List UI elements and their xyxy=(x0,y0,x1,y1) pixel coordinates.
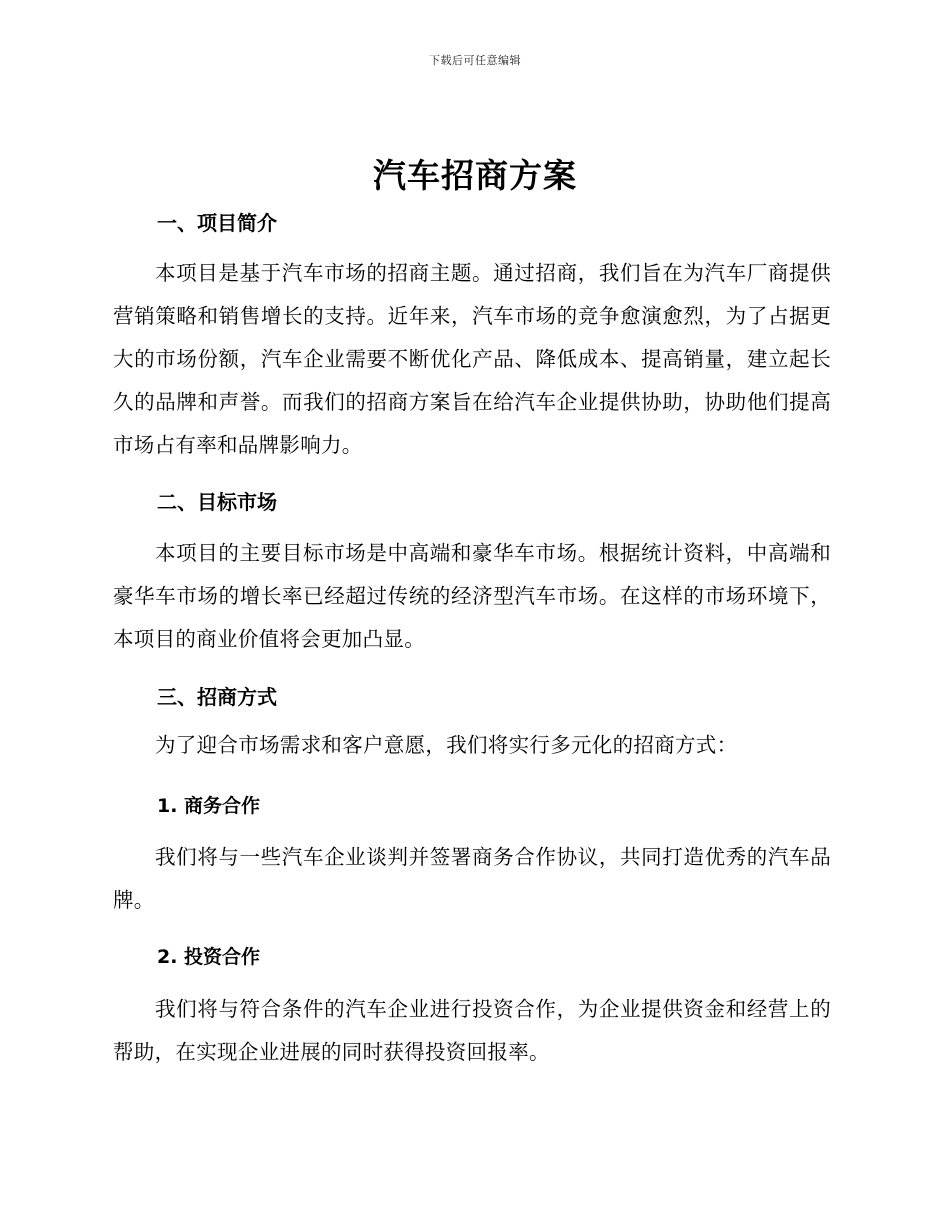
subsection-heading-business-cooperation: 1. 商务合作 xyxy=(157,795,261,817)
subsection-paragraph-investment-cooperation: 我们将与符合条件的汽车企业进行投资合作，为企业提供资金和经营上的帮助，在实现企业进展的同时获得投资回报率。 xyxy=(113,997,831,1064)
subsection-paragraph-business-cooperation: 我们将与一些汽车企业谈判并签署商务合作协议，共同打造优秀的汽车品牌。 xyxy=(113,845,831,912)
section-paragraph-target-market: 本项目的主要目标市场是中高端和豪华车市场。根据统计资料，中高端和豪华车市场的增长率已经超过传统的经济型汽车市场。在这样的市场环境下，本项目的商业价值将会更加凸显。 xyxy=(113,541,831,651)
section-paragraph-intro: 本项目是基于汽车市场的招商主题。通过招商，我们旨在为汽车厂商提供营销策略和销售增长的支持。近年来，汽车市场的竞争愈演愈烈，为了占据更大的市场份额，汽车企业需要不断优化产品、降低成本、提高销量，建立起长久的品牌和声誉。而我们的招商方案旨在给汽车企业提供协助，协助他们提高市场占有率和品牌影响力。 xyxy=(113,261,831,457)
section-heading-intro: 一、项目简介 xyxy=(157,211,277,235)
section-paragraph-investment-methods: 为了迎合市场需求和客户意愿，我们将实行多元化的招商方式： xyxy=(155,733,738,757)
page-title: 汽车招商方案 xyxy=(373,156,577,195)
section-heading-investment-methods: 三、招商方式 xyxy=(157,685,277,709)
section-heading-target-market: 二、目标市场 xyxy=(157,490,277,514)
header-note: 下载后可任意编辑 xyxy=(429,54,521,67)
subsection-heading-investment-cooperation: 2. 投资合作 xyxy=(157,946,261,968)
